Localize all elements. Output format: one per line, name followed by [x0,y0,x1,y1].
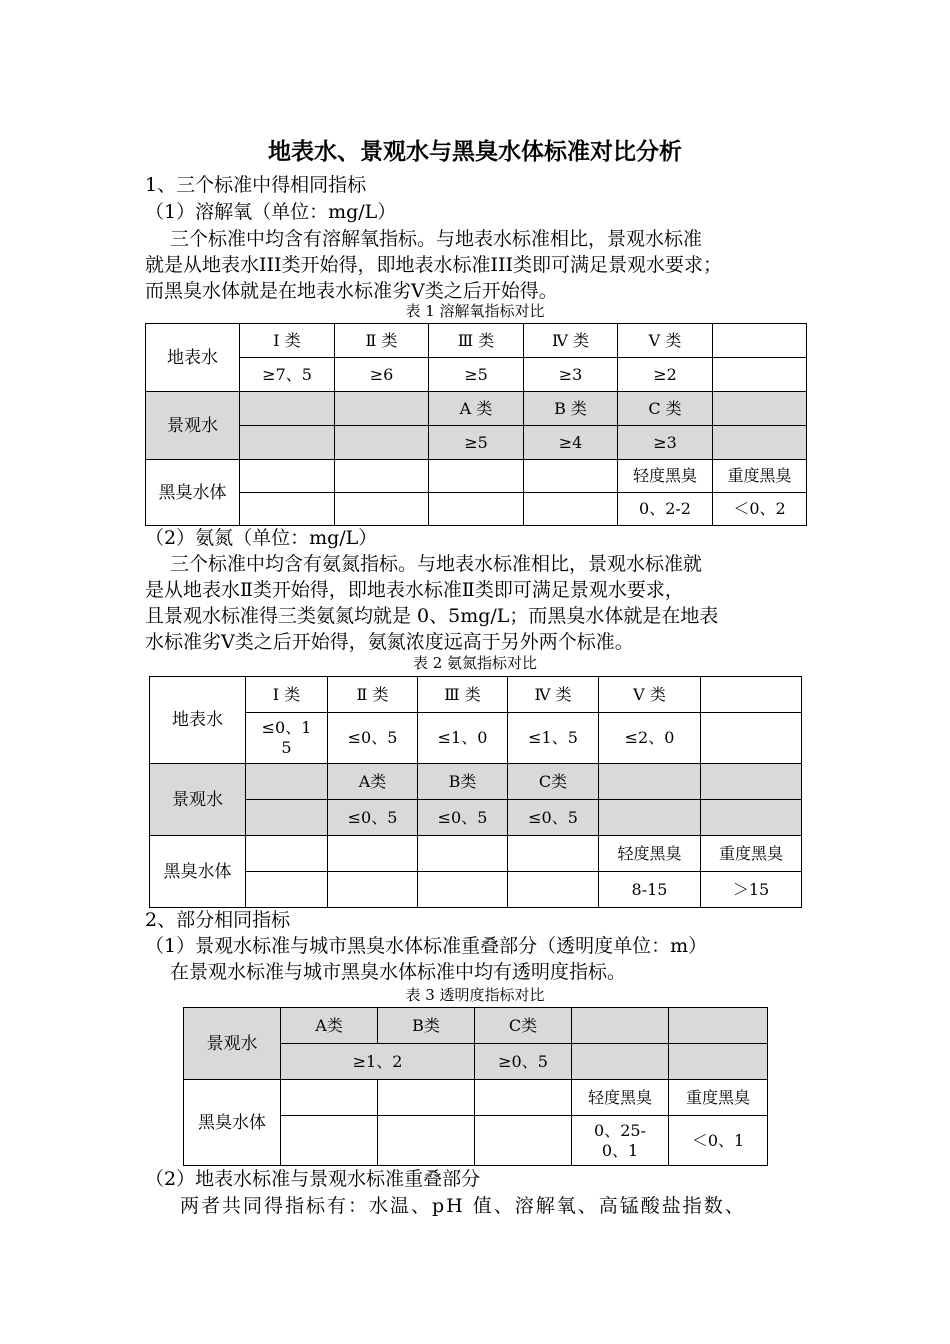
class-label: Ⅲ 类 [418,677,508,713]
class-label: Ⅳ 类 [524,324,618,358]
empty-cell [328,836,418,872]
empty-cell [429,493,524,526]
value-line: 0、1 [601,1140,639,1160]
empty-cell [524,493,618,526]
empty-cell [475,1116,572,1166]
class-label: 轻度黑臭 [572,1080,669,1116]
class-label: 重度黑臭 [669,1080,768,1116]
row-header-surface: 地表水 [146,324,240,392]
paragraph-line: 三个标准中均含有溶解氧指标。与地表水标准相比，景观水标准 [170,228,703,250]
empty-cell [599,764,701,800]
empty-cell [281,1080,378,1116]
value-line: 5 [281,738,292,757]
row-header-surface: 地表水 [150,677,246,764]
empty-cell [429,460,524,493]
empty-cell [508,836,599,872]
class-label: 轻度黑臭 [599,836,701,872]
value-cell: 0、2-2 [618,493,713,526]
value-cell: ≤0、5 [508,800,599,836]
class-label: C类 [475,1008,572,1044]
value-cell: ≥1、2 [281,1044,475,1080]
empty-cell [508,872,599,908]
page-title: 地表水、景观水与黑臭水体标准对比分析 [268,139,682,165]
class-label: A类 [328,764,418,800]
empty-cell [701,677,802,713]
value-cell: ≤0、5 [328,713,418,764]
class-label: Ⅴ 类 [599,677,701,713]
class-label: Ⅱ 类 [335,324,429,358]
empty-cell [524,460,618,493]
paragraph-line: 在景观水标准与城市黑臭水体标准中均有透明度指标。 [170,961,627,983]
paragraph-line: 两者共同得指标有：水温、pH 值、溶解氧、高锰酸盐指数、 [180,1195,746,1217]
row-header-landscape: 景观水 [184,1008,281,1080]
paragraph-line: 且景观水标准得三类氨氮均就是 0、5mg/L；而黑臭水体就是在地表 [145,605,719,627]
subsection-overlap-heading: （2）地表水标准与景观水标准重叠部分 [145,1168,481,1190]
empty-cell [701,713,802,764]
class-label: B类 [418,764,508,800]
class-label: B 类 [524,392,618,426]
value-cell: ＜0、1 [669,1116,768,1166]
class-label: Ⅱ 类 [328,677,418,713]
value-cell: ≤1、0 [418,713,508,764]
empty-cell [246,872,328,908]
value-cell [246,713,328,764]
value-cell: ≤0、5 [328,800,418,836]
value-cell: ≥7、5 [240,358,335,392]
value-line: ≤0、1 [261,718,312,737]
table-1-caption: 表 1 溶解氧指标对比 [405,302,545,320]
row-header-black-odorous: 黑臭水体 [146,460,240,526]
table-dissolved-oxygen [145,323,807,526]
empty-cell [669,1008,768,1044]
value-cell: ≥3 [524,358,618,392]
empty-cell [701,800,802,836]
class-label: A 类 [429,392,524,426]
subsection-do-heading: （1）溶解氧（单位：mg/L） [145,201,397,223]
empty-cell [713,358,807,392]
empty-cell [599,800,701,836]
empty-cell [701,764,802,800]
value-cell [572,1116,669,1166]
empty-cell [335,426,429,460]
row-header-landscape: 景观水 [146,392,240,460]
empty-cell [328,872,418,908]
class-label: Ⅳ 类 [508,677,599,713]
empty-cell [246,836,328,872]
empty-cell [335,392,429,426]
table-transparency [183,1007,768,1166]
empty-cell [240,426,335,460]
class-label: Ⅰ 类 [246,677,328,713]
empty-cell [713,426,807,460]
empty-cell [713,392,807,426]
class-label: 重度黑臭 [713,460,807,493]
empty-cell [335,493,429,526]
empty-cell [240,460,335,493]
empty-cell [418,872,508,908]
class-label: Ⅲ 类 [429,324,524,358]
section-1-heading: 1、三个标准中得相同指标 [145,174,367,196]
value-cell: ≥4 [524,426,618,460]
row-header-landscape: 景观水 [150,764,246,836]
value-cell: 8-15 [599,872,701,908]
empty-cell [378,1080,475,1116]
value-cell: ≥0、5 [475,1044,572,1080]
value-cell: ≥6 [335,358,429,392]
value-cell: ≥5 [429,358,524,392]
value-line: 0、25- [594,1120,646,1140]
value-cell: ≤2、0 [599,713,701,764]
value-cell: ＜0、2 [713,493,807,526]
empty-cell [572,1008,669,1044]
table-2-caption: 表 2 氨氮指标对比 [412,654,538,672]
class-label: Ⅰ 类 [240,324,335,358]
value-cell: ＞15 [701,872,802,908]
table-ammonia-nitrogen [149,676,802,908]
empty-cell [378,1116,475,1166]
empty-cell [246,764,328,800]
class-label: C 类 [618,392,713,426]
class-label: C类 [508,764,599,800]
value-cell: ≥5 [429,426,524,460]
value-cell: ≤1、5 [508,713,599,764]
subsection-ammonia-heading: （2）氨氮（单位：mg/L） [145,527,378,549]
paragraph-line: 而黑臭水体就是在地表水标准劣Ⅴ类之后开始得。 [145,280,558,302]
empty-cell [240,392,335,426]
class-label: Ⅴ 类 [618,324,713,358]
paragraph-line: 是从地表水Ⅱ类开始得，即地表水标准Ⅱ类即可满足景观水要求， [145,579,684,601]
class-label: B类 [378,1008,475,1044]
class-label: 重度黑臭 [701,836,802,872]
empty-cell [335,460,429,493]
paragraph-line: 就是从地表水III类开始得，即地表水标准III类即可满足景观水要求； [145,254,723,276]
value-cell: ≥3 [618,426,713,460]
row-header-black-odorous: 黑臭水体 [150,836,246,908]
empty-cell [240,493,335,526]
row-header-black-odorous: 黑臭水体 [184,1080,281,1166]
empty-cell [246,800,328,836]
class-label: 轻度黑臭 [618,460,713,493]
empty-cell [572,1044,669,1080]
paragraph-line: 水标准劣Ⅴ类之后开始得，氨氮浓度远高于另外两个标准。 [145,631,634,653]
paragraph-line: 三个标准中均含有氨氮指标。与地表水标准相比，景观水标准就 [170,553,703,575]
class-label: A类 [281,1008,378,1044]
empty-cell [281,1116,378,1166]
value-cell: ≥2 [618,358,713,392]
empty-cell [669,1044,768,1080]
empty-cell [475,1080,572,1116]
subsection-transparency-heading: （1）景观水标准与城市黑臭水体标准重叠部分（透明度单位：m） [145,935,708,957]
empty-cell [418,836,508,872]
value-cell: ≤0、5 [418,800,508,836]
section-2-heading: 2、部分相同指标 [145,909,291,931]
empty-cell [713,324,807,358]
table-3-caption: 表 3 透明度指标对比 [405,986,545,1004]
